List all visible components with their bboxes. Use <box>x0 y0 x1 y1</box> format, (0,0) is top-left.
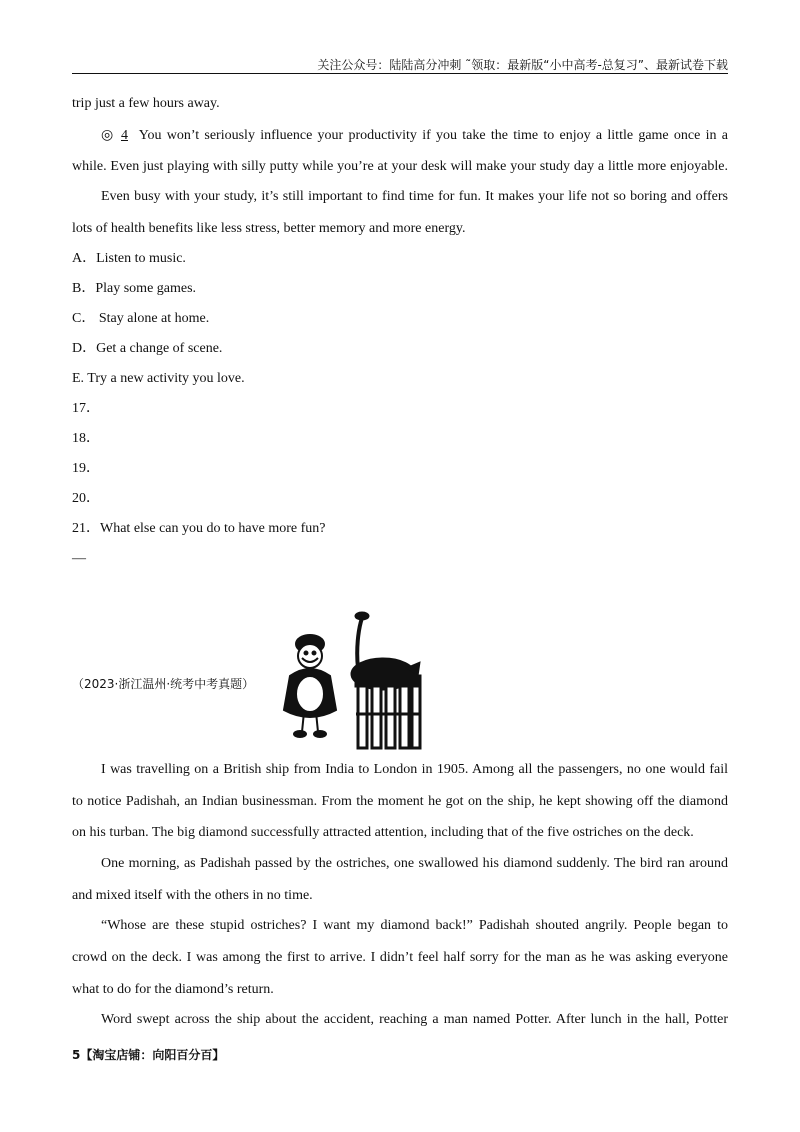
source-citation: （2023·浙江温州·统考中考真题） <box>72 677 255 691</box>
option-a: A．Listen to music. <box>72 251 186 266</box>
passage-line: lots of health benefits like less stress, better memory and more energy. <box>72 221 466 236</box>
blank-answer: 4 <box>120 128 128 143</box>
man-and-ostrich-illustration <box>278 610 423 750</box>
passage-line: “Whose are these stupid ostriches? I want my diamond back!” Padishah shouted angrily. People began to <box>101 918 728 933</box>
question-17: 17． <box>72 401 100 416</box>
passage-line: Even busy with your study, it’s still important to find time for fun. It makes your life not so boring and offers <box>101 189 728 204</box>
passage-line: and mixed itself with the others in no time. <box>72 888 313 903</box>
header-rule <box>72 73 728 74</box>
question-21: 21．What else can you do to have more fun? <box>72 521 326 536</box>
passage-line: crowd on the deck. I was among the first to arrive. I didn’t feel half sorry for the man as he was asking everyone <box>72 950 728 965</box>
question-18: 18． <box>72 431 100 446</box>
passage-line: Word swept across the ship about the accident, reaching a man named Potter. After lunch in the hall, Potter <box>101 1012 728 1027</box>
page-header: 关注公众号：陆陆高分冲刺 ˜领取：最新版“小中高考-总复习”、最新试卷下载 <box>317 58 728 72</box>
passage-line: on his turban. The big diamond successfully attracted attention, including that of the five ostriches on the deck. <box>72 825 694 840</box>
passage-line: trip just a few hours away. <box>72 96 220 111</box>
passage-text: You won’t seriously influence your productivity if you take the time to enjoy a little game once in a <box>138 128 728 143</box>
passage-paragraph-4-line <box>72 126 728 146</box>
passage-line: what to do for the diamond’s return. <box>72 982 274 997</box>
option-d: D．Get a change of scene. <box>72 341 223 356</box>
passage-line: while. Even just playing with silly putty while you’re at your desk will make your study day a little more enjoyable. <box>72 159 728 174</box>
option-e: E. Try a new activity you love. <box>72 371 245 386</box>
option-c: C． Stay alone at home. <box>72 311 210 326</box>
question-20: 20． <box>72 491 100 506</box>
passage-line: to notice Padishah, an Indian businessman. From the moment he got on the ship, he kept showing off the diamond <box>72 794 728 809</box>
circle-marker-icon: ◎ <box>101 128 115 143</box>
man-icon <box>284 635 336 737</box>
fence-icon <box>356 676 420 748</box>
question-19: 19． <box>72 461 100 476</box>
option-b: B．Play some games. <box>72 281 197 296</box>
answer-line: — <box>72 551 86 566</box>
passage-line: I was travelling on a British ship from India to London in 1905. Among all the passengers, no one would fail <box>101 762 728 777</box>
page-footer: 5【淘宝店铺：向阳百分百】 <box>72 1048 225 1062</box>
passage-line: One morning, as Padishah passed by the ostriches, one swallowed his diamond suddenly. The bird ran around <box>101 856 728 871</box>
